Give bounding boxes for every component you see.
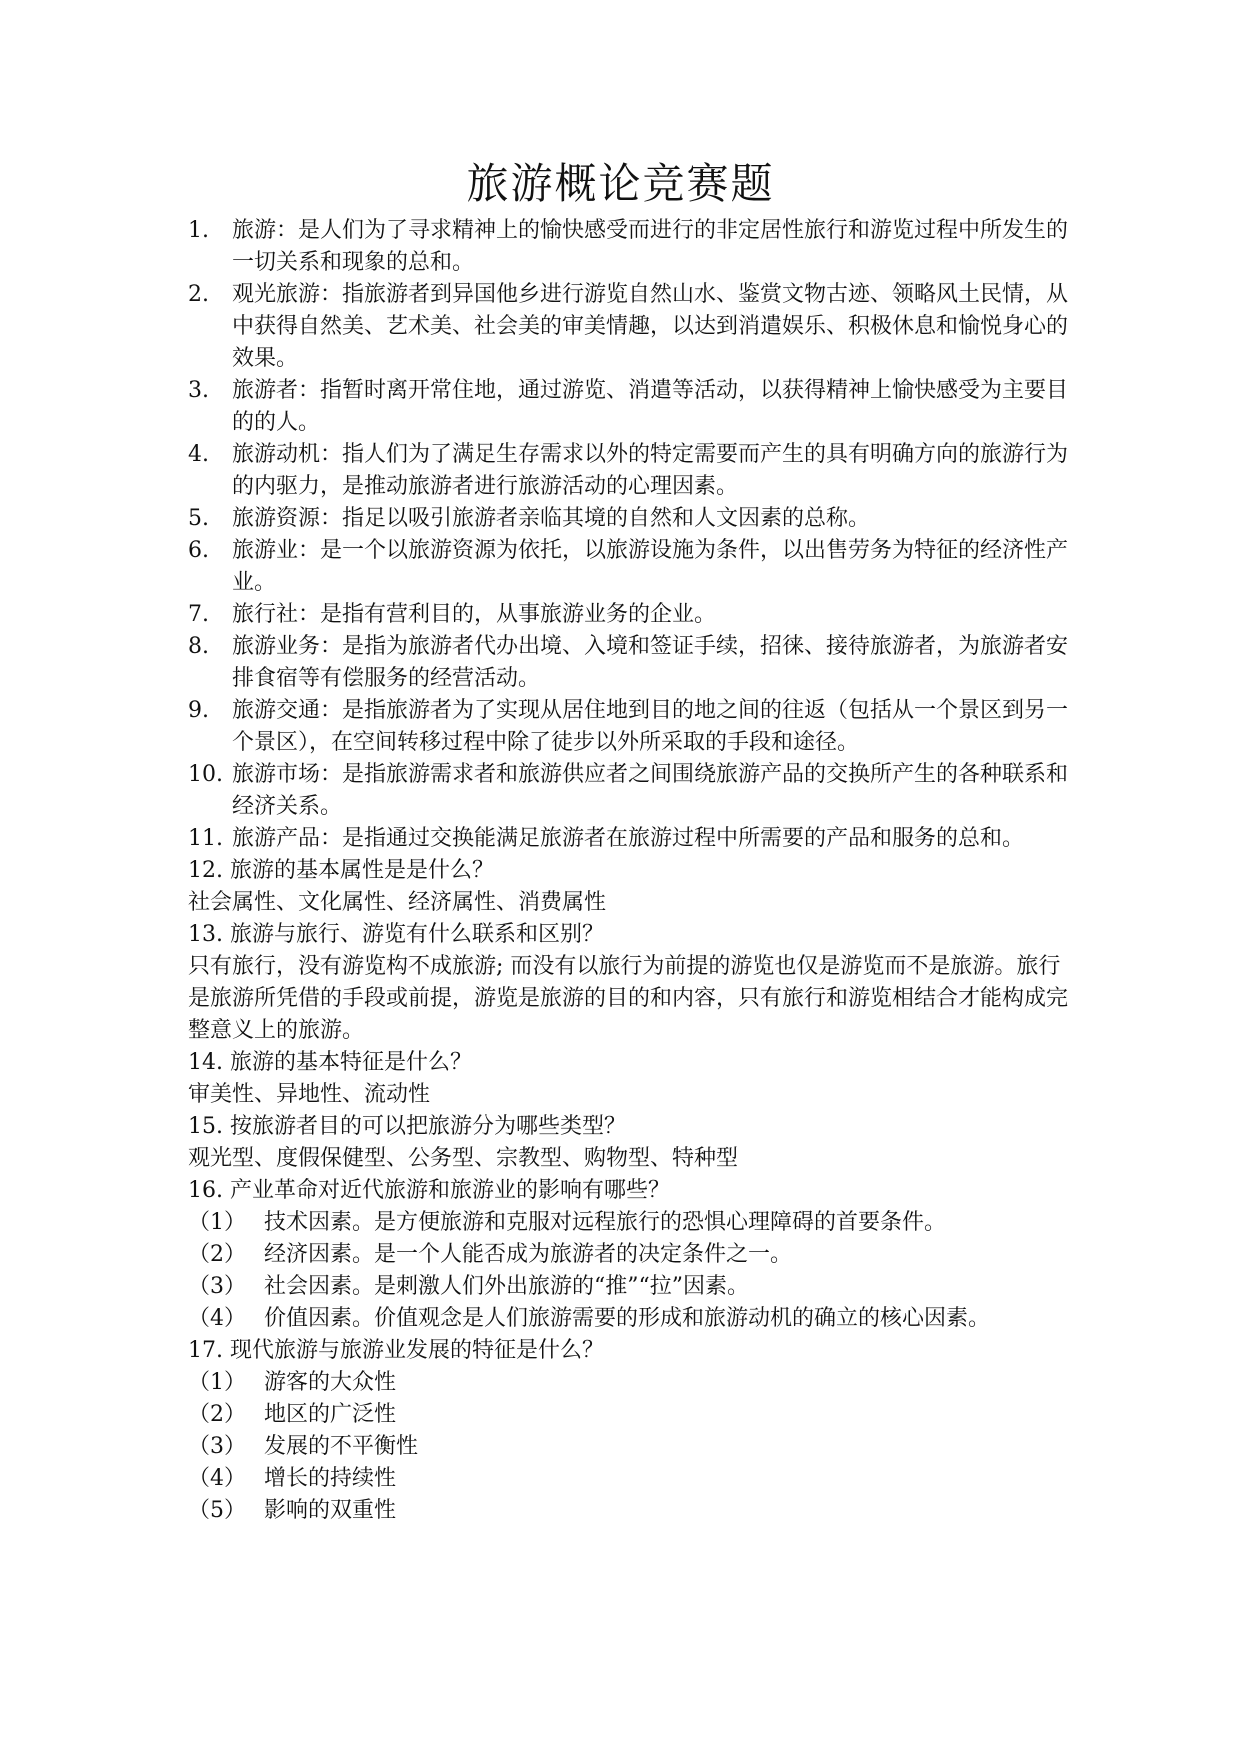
sub-item-number: （1） xyxy=(188,1210,246,1235)
sub-item-number: （4） xyxy=(188,1306,246,1331)
definition-item xyxy=(188,375,1068,439)
question-17: 17. 现代旅游与旅游业发展的特征是什么？ xyxy=(188,1338,604,1363)
item-number: 5. xyxy=(188,506,209,531)
item-number: 1. xyxy=(188,218,209,243)
sub-item xyxy=(188,1367,1068,1399)
definition-item xyxy=(188,599,1068,631)
document-body xyxy=(188,215,1068,1527)
item-number: 10. xyxy=(188,762,223,787)
item-text: 旅游者：指暂时离开常住地，通过游览、消遣等活动，以获得精神上愉快感受为主要目的的人。 xyxy=(232,378,1069,435)
definition-item xyxy=(188,215,1068,279)
question-15: 15. 按旅游者目的可以把旅游分为哪些类型？ xyxy=(188,1114,626,1139)
sub-item xyxy=(188,1239,1068,1271)
definition-item xyxy=(188,503,1068,535)
document-title: 旅游概论竞赛题 xyxy=(466,159,775,208)
definition-item xyxy=(188,439,1068,503)
item-text: 旅行社：是指有营利目的，从事旅游业务的企业。 xyxy=(232,602,717,627)
item-number: 9. xyxy=(188,698,209,723)
sub-item-number: （2） xyxy=(188,1242,246,1267)
sub-item-number: （4） xyxy=(188,1466,246,1491)
sub-item xyxy=(188,1271,1068,1303)
item-text: 旅游业务：是指为旅游者代办出境、入境和签证手续，招徕、接待旅游者，为旅游者安排食宿等有偿服务的经营活动。 xyxy=(232,634,1069,691)
sub-item-number: （3） xyxy=(188,1274,246,1299)
sub-item xyxy=(188,1463,1068,1495)
answer-14: 审美性、异地性、流动性 xyxy=(188,1082,431,1107)
item-text: 旅游产品：是指通过交换能满足旅游者在旅游过程中所需要的产品和服务的总和。 xyxy=(232,826,1025,851)
item-number: 8. xyxy=(188,634,209,659)
sub-item-text: 社会因素。是刺激人们外出旅游的“推”“拉”因素。 xyxy=(264,1274,749,1299)
sub-item xyxy=(188,1207,1068,1239)
item-text: 旅游交通：是指旅游者为了实现从居住地到目的地之间的往返（包括从一个景区到另一个景区），在空间转移过程中除了徒步以外所采取的手段和途径。 xyxy=(232,698,1069,755)
sub-item-text: 价值因素。价值观念是人们旅游需要的形成和旅游动机的确立的核心因素。 xyxy=(264,1306,991,1331)
sub-item xyxy=(188,1399,1068,1431)
sub-item-text: 地区的广泛性 xyxy=(264,1402,397,1427)
item-number: 4. xyxy=(188,442,209,467)
answer-12: 社会属性、文化属性、经济属性、消费属性 xyxy=(188,890,607,915)
question-13: 13. 旅游与旅行、游览有什么联系和区别？ xyxy=(188,922,604,947)
item-text: 观光旅游：指旅游者到异国他乡进行游览自然山水、鉴赏文物古迹、领略风土民情，从中获得自然美、艺术美、社会美的审美情趣，以达到消遣娱乐、积极休息和愉悦身心的效果。 xyxy=(232,282,1069,371)
question-14: 14. 旅游的基本特征是什么？ xyxy=(188,1050,472,1075)
item-number: 2. xyxy=(188,282,209,307)
sub-item xyxy=(188,1495,1068,1527)
sub-item-text: 发展的不平衡性 xyxy=(264,1434,419,1459)
definition-item xyxy=(188,695,1068,759)
sub-item-text: 技术因素。是方便旅游和克服对远程旅行的恐惧心理障碍的首要条件。 xyxy=(264,1210,947,1235)
item-text: 旅游资源：指足以吸引旅游者亲临其境的自然和人文因素的总称。 xyxy=(232,506,871,531)
definition-item xyxy=(188,535,1068,599)
sub-item-text: 影响的双重性 xyxy=(264,1498,397,1523)
item-number: 6. xyxy=(188,538,209,563)
sub-item-number: （1） xyxy=(188,1370,246,1395)
answer-13: 只有旅行，没有游览构不成旅游; 而没有以旅行为前提的游览也仅是游览而不是旅游。旅行是旅游所凭借的手段或前提，游览是旅游的目的和内容，只有旅行和游览相结合才能构成完整意义上的旅游。 xyxy=(188,954,1069,1043)
definition-item xyxy=(188,279,1068,375)
sub-item-number: （2） xyxy=(188,1402,246,1427)
sub-item-text: 经济因素。是一个人能否成为旅游者的决定条件之一。 xyxy=(264,1242,793,1267)
sub-item-number: （3） xyxy=(188,1434,246,1459)
definition-item xyxy=(188,759,1068,823)
item-text: 旅游业：是一个以旅游资源为依托，以旅游设施为条件，以出售劳务为特征的经济性产业。 xyxy=(232,538,1069,595)
answer-15: 观光型、度假保健型、公务型、宗教型、购物型、特种型 xyxy=(188,1146,739,1171)
sub-item xyxy=(188,1303,1068,1335)
item-text: 旅游：是人们为了寻求精神上的愉快感受而进行的非定居性旅行和游览过程中所发生的一切关系和现象的总和。 xyxy=(232,218,1069,275)
item-number: 3. xyxy=(188,378,209,403)
item-number: 7. xyxy=(188,602,209,627)
question-12: 12. 旅游的基本属性是是什么？ xyxy=(188,858,494,883)
item-number: 11. xyxy=(188,826,223,851)
definition-item xyxy=(188,631,1068,695)
definition-item xyxy=(188,823,1068,855)
sub-item-text: 游客的大众性 xyxy=(264,1370,397,1395)
question-16: 16. 产业革命对近代旅游和旅游业的影响有哪些？ xyxy=(188,1178,670,1203)
item-text: 旅游市场：是指旅游需求者和旅游供应者之间围绕旅游产品的交换所产生的各种联系和经济关系。 xyxy=(232,762,1069,819)
sub-item-number: （5） xyxy=(188,1498,246,1523)
sub-item-text: 增长的持续性 xyxy=(264,1466,397,1491)
sub-item xyxy=(188,1431,1068,1463)
item-text: 旅游动机：指人们为了满足生存需求以外的特定需要而产生的具有明确方向的旅游行为的内驱力，是推动旅游者进行旅游活动的心理因素。 xyxy=(232,442,1069,499)
